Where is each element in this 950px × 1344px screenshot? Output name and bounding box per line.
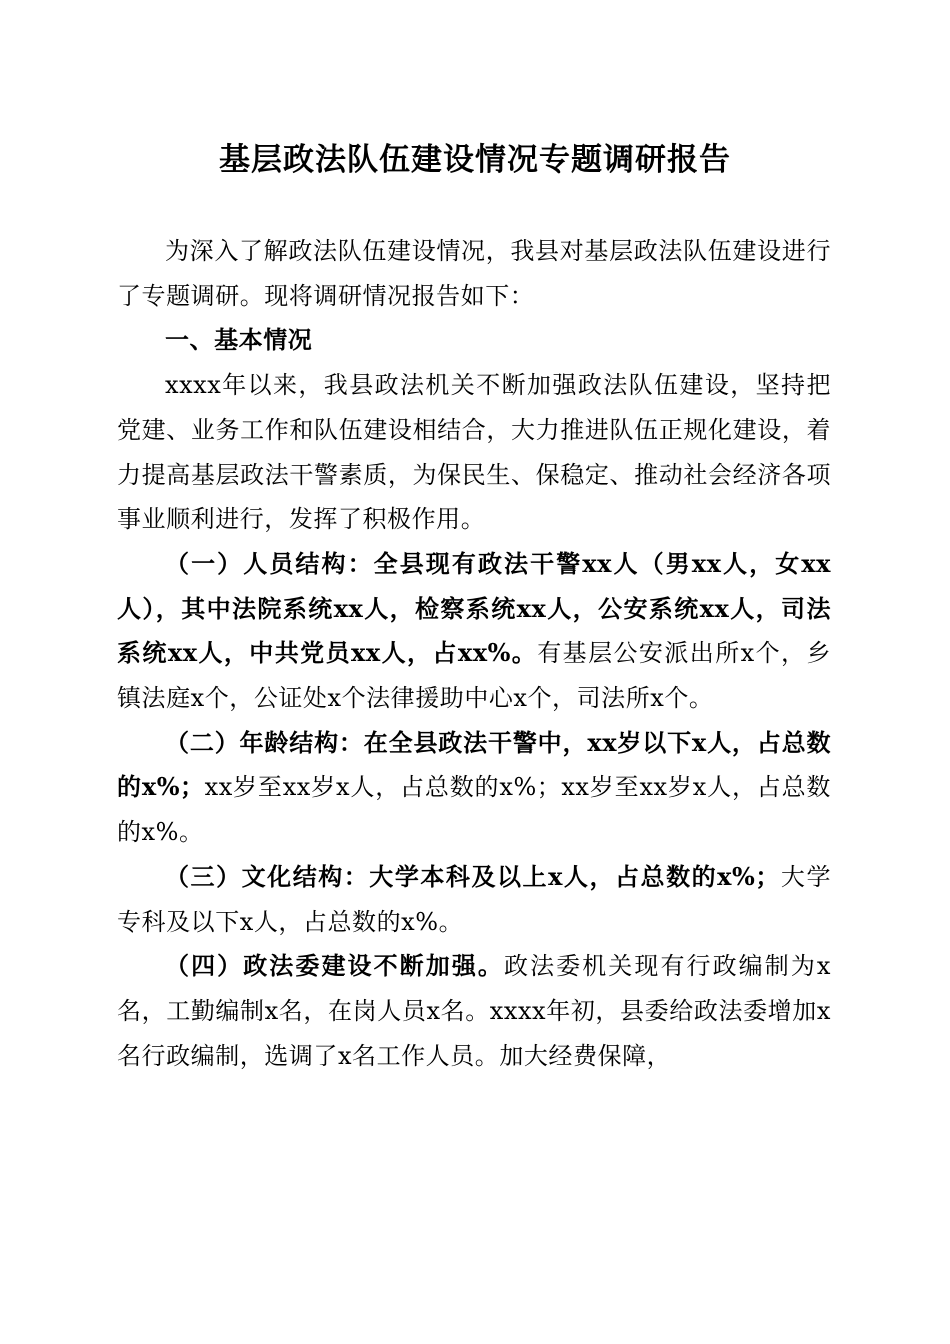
education-structure-paragraph — [117, 855, 831, 944]
item-heading: （三）文化结构：大学本科及以上x人，占总数的x%； — [165, 861, 780, 891]
item-text: 有基层公安派出所x个，乡镇法庭x个，公证处x个法律援助中心x个，司法所x个。 — [117, 639, 831, 713]
item-text: xx岁至xx岁x人，占总数的x%；xx岁至xx岁x人，占总数的x%。 — [117, 773, 831, 847]
document-body — [117, 229, 831, 1078]
committee-building-paragraph — [117, 944, 831, 1078]
item-heading: （二）年龄结构：在全县政法干警中，xx岁以下x人，占总数的x%； — [117, 727, 831, 802]
intro-paragraph: 为深入了解政法队伍建设情况，我县对基层政法队伍建设进行了专题调研。现将调研情况报告如下： — [117, 237, 831, 310]
section-heading: 一、基本情况 — [165, 325, 313, 355]
age-structure-paragraph — [117, 721, 831, 855]
item-text: 大学专科及以下x人，占总数的x%。 — [117, 862, 831, 936]
document-title: 基层政法队伍建设情况专题调研报告 — [219, 142, 731, 178]
personnel-structure-paragraph — [117, 542, 831, 721]
overview-paragraph: xxxx年以来，我县政法机关不断加强政法队伍建设，坚持把党建、业务工作和队伍建设相结合，大力推进队伍正规化建设，着力提高基层政法干警素质，为保民生、保稳定、推动社会经济各项事业顺利进行，发挥了积极作用。 — [117, 371, 831, 534]
item-heading: （四）政法委建设不断加强。 — [165, 951, 504, 981]
item-heading: （一）人员结构：全县现有政法干警xx人（男xx人，女xx人），其中法院系统xx人，检察系统xx人，公安系统xx人，司法系统xx人，中共党员xx人，占xx%。 — [117, 548, 831, 668]
item-text: 政法委机关现有行政编制为x名，工勤编制x名，在岗人员x名。xxxx年初，县委给政法委增加x名行政编制，选调了x名工作人员。加大经费保障， — [117, 952, 831, 1070]
